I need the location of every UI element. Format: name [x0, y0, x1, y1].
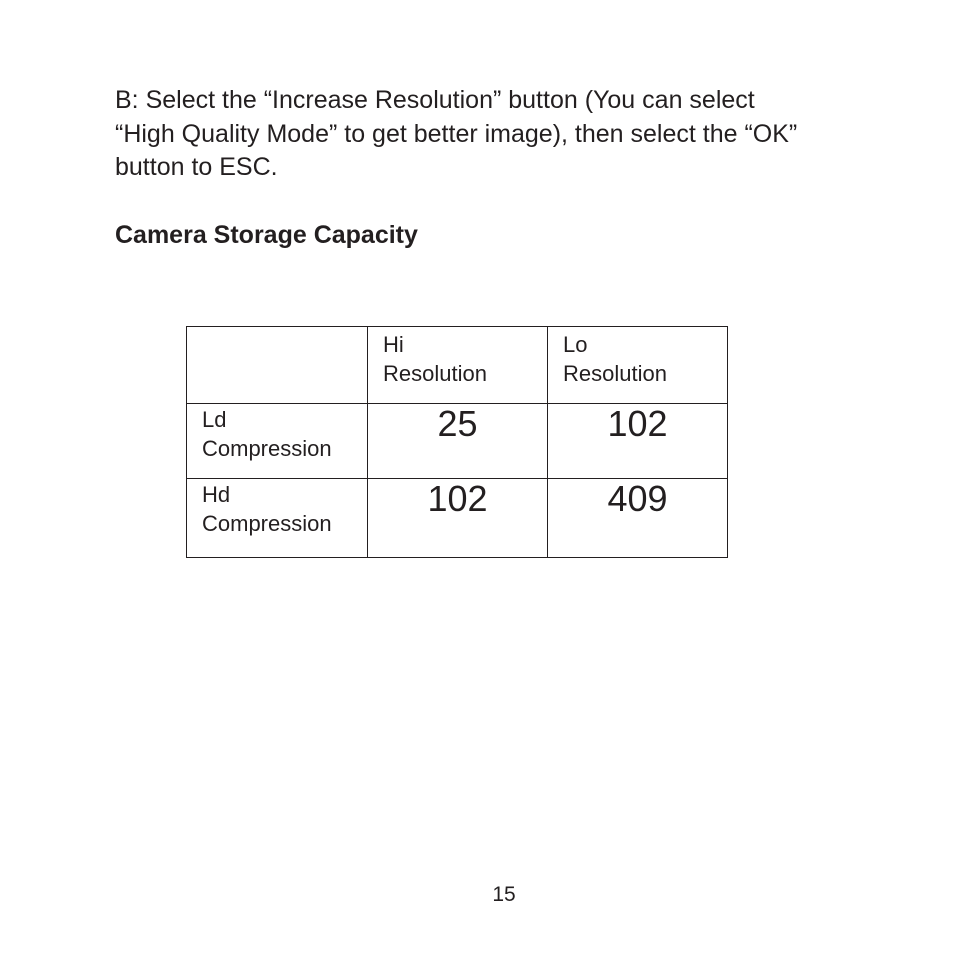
column-header-lo-resolution — [548, 327, 728, 404]
table-corner-cell — [187, 327, 368, 404]
column-header-hi-resolution — [368, 327, 548, 404]
cell-ld-hi: 25 — [368, 404, 548, 479]
column-header-label: Lo Resolution — [563, 332, 667, 386]
table-row — [187, 479, 728, 558]
table-row — [187, 404, 728, 479]
row-header-label: Ld Compression — [202, 407, 332, 461]
page-number: 15 — [492, 883, 516, 906]
cell-hd-lo: 409 — [548, 479, 728, 558]
storage-capacity-table — [186, 326, 728, 558]
row-header-ld-compression — [187, 404, 368, 479]
table-header-row — [187, 327, 728, 404]
corner-label — [187, 327, 322, 330]
cell-ld-lo: 102 — [548, 404, 728, 479]
instruction-text: B: Select the “Increase Resolution” button (You can select “High Quality Mode” to get better image), then select the “OK” button to ESC. — [115, 86, 798, 181]
section-title: Camera Storage Capacity — [115, 221, 418, 249]
column-header-label: Hi Resolution — [383, 332, 487, 386]
cell-hd-hi: 102 — [368, 479, 548, 558]
row-header-label: Hd Compression — [202, 482, 332, 536]
row-header-hd-compression — [187, 479, 368, 558]
